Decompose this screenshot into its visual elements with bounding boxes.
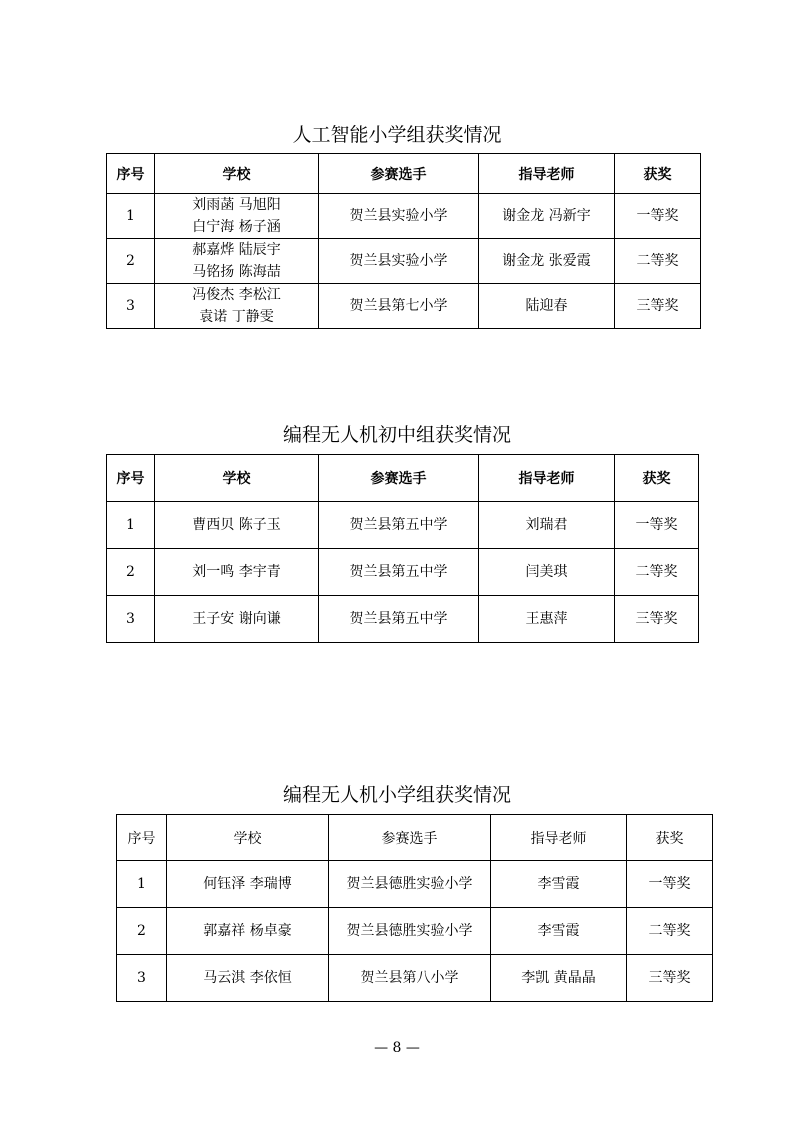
cell-school (155, 284, 319, 329)
cell-award: 三等奖 (615, 596, 699, 643)
cell-contestant: 贺兰县第五中学 (319, 596, 479, 643)
cell-no: 1 (117, 861, 167, 908)
cell-school-line: 袁诺 丁静雯 (199, 309, 274, 325)
table-row (107, 239, 701, 284)
section-title-drone-middle: 编程无人机初中组获奖情况 (282, 424, 511, 446)
cell-award: 二等奖 (615, 549, 699, 596)
cell-school (155, 239, 319, 284)
cell-award: 二等奖 (615, 239, 701, 284)
cell-no: 1 (107, 194, 155, 239)
cell-award: 二等奖 (627, 908, 713, 955)
cell-contestant: 贺兰县第八小学 (329, 955, 491, 1002)
cell-award: 三等奖 (615, 284, 701, 329)
header-teacher: 指导老师 (491, 815, 627, 861)
cell-school: 马云淇 李依恒 (167, 955, 329, 1002)
cell-award: 一等奖 (627, 861, 713, 908)
table-row (117, 861, 713, 908)
table-row (107, 549, 699, 596)
cell-teacher: 谢金龙 冯新宇 (479, 194, 615, 239)
cell-no: 2 (107, 549, 155, 596)
cell-teacher: 闫美琪 (479, 549, 615, 596)
cell-no: 1 (107, 502, 155, 549)
cell-teacher: 李凯 黄晶晶 (491, 955, 627, 1002)
cell-contestant: 贺兰县第五中学 (319, 549, 479, 596)
cell-teacher: 陆迎春 (479, 284, 615, 329)
cell-school-line: 刘雨菡 马旭阳 (192, 197, 281, 213)
section-title-drone-primary: 编程无人机小学组获奖情况 (282, 784, 511, 806)
table-header-row (107, 455, 699, 502)
cell-school: 何钰泽 李瑞博 (167, 861, 329, 908)
header-no: 序号 (117, 815, 167, 861)
section-title-ai-primary: 人工智能小学组获奖情况 (292, 124, 502, 146)
header-award: 获奖 (615, 455, 699, 502)
cell-no: 3 (107, 596, 155, 643)
cell-contestant: 贺兰县第五中学 (319, 502, 479, 549)
award-table-ai-primary (106, 153, 701, 329)
cell-school-line: 冯俊杰 李松江 (192, 287, 281, 303)
table-row (107, 284, 701, 329)
cell-teacher: 王惠萍 (479, 596, 615, 643)
cell-contestant: 贺兰县第七小学 (319, 284, 479, 329)
cell-school-line: 郝嘉烨 陆辰宇 (192, 242, 281, 258)
table-row (107, 502, 699, 549)
header-award: 获奖 (615, 154, 701, 194)
cell-contestant: 贺兰县实验小学 (319, 239, 479, 284)
cell-school (155, 194, 319, 239)
table-header-row (107, 154, 701, 194)
cell-school: 刘一鸣 李宇青 (155, 549, 319, 596)
header-no: 序号 (107, 154, 155, 194)
cell-contestant: 贺兰县德胜实验小学 (329, 861, 491, 908)
cell-no: 3 (117, 955, 167, 1002)
table-header-row (117, 815, 713, 861)
cell-teacher: 刘瑞君 (479, 502, 615, 549)
table-row (107, 596, 699, 643)
header-no: 序号 (107, 455, 155, 502)
cell-contestant: 贺兰县德胜实验小学 (329, 908, 491, 955)
table-row (107, 194, 701, 239)
cell-no: 3 (107, 284, 155, 329)
cell-school: 郭嘉祥 杨卓豪 (167, 908, 329, 955)
header-teacher: 指导老师 (479, 455, 615, 502)
header-school: 学校 (155, 154, 319, 194)
header-award: 获奖 (627, 815, 713, 861)
header-contestant: 参赛选手 (319, 455, 479, 502)
cell-school-line: 马铭扬 陈海喆 (192, 264, 281, 280)
cell-no: 2 (117, 908, 167, 955)
cell-school: 王子安 谢向谦 (155, 596, 319, 643)
header-contestant: 参赛选手 (329, 815, 491, 861)
header-school: 学校 (155, 455, 319, 502)
cell-no: 2 (107, 239, 155, 284)
cell-contestant: 贺兰县实验小学 (319, 194, 479, 239)
cell-teacher: 谢金龙 张爱霞 (479, 239, 615, 284)
table-row (117, 955, 713, 1002)
cell-school: 曹西贝 陈子玉 (155, 502, 319, 549)
header-teacher: 指导老师 (479, 154, 615, 194)
cell-teacher: 李雪霞 (491, 861, 627, 908)
header-school: 学校 (167, 815, 329, 861)
page-number: — 8 — (374, 1040, 420, 1056)
cell-school-line: 白宁海 杨子涵 (192, 219, 281, 235)
award-table-drone-middle (106, 454, 699, 643)
table-row (117, 908, 713, 955)
award-table-drone-primary (116, 814, 713, 1002)
cell-award: 一等奖 (615, 194, 701, 239)
cell-teacher: 李雪霞 (491, 908, 627, 955)
header-contestant: 参赛选手 (319, 154, 479, 194)
cell-award: 三等奖 (627, 955, 713, 1002)
cell-award: 一等奖 (615, 502, 699, 549)
